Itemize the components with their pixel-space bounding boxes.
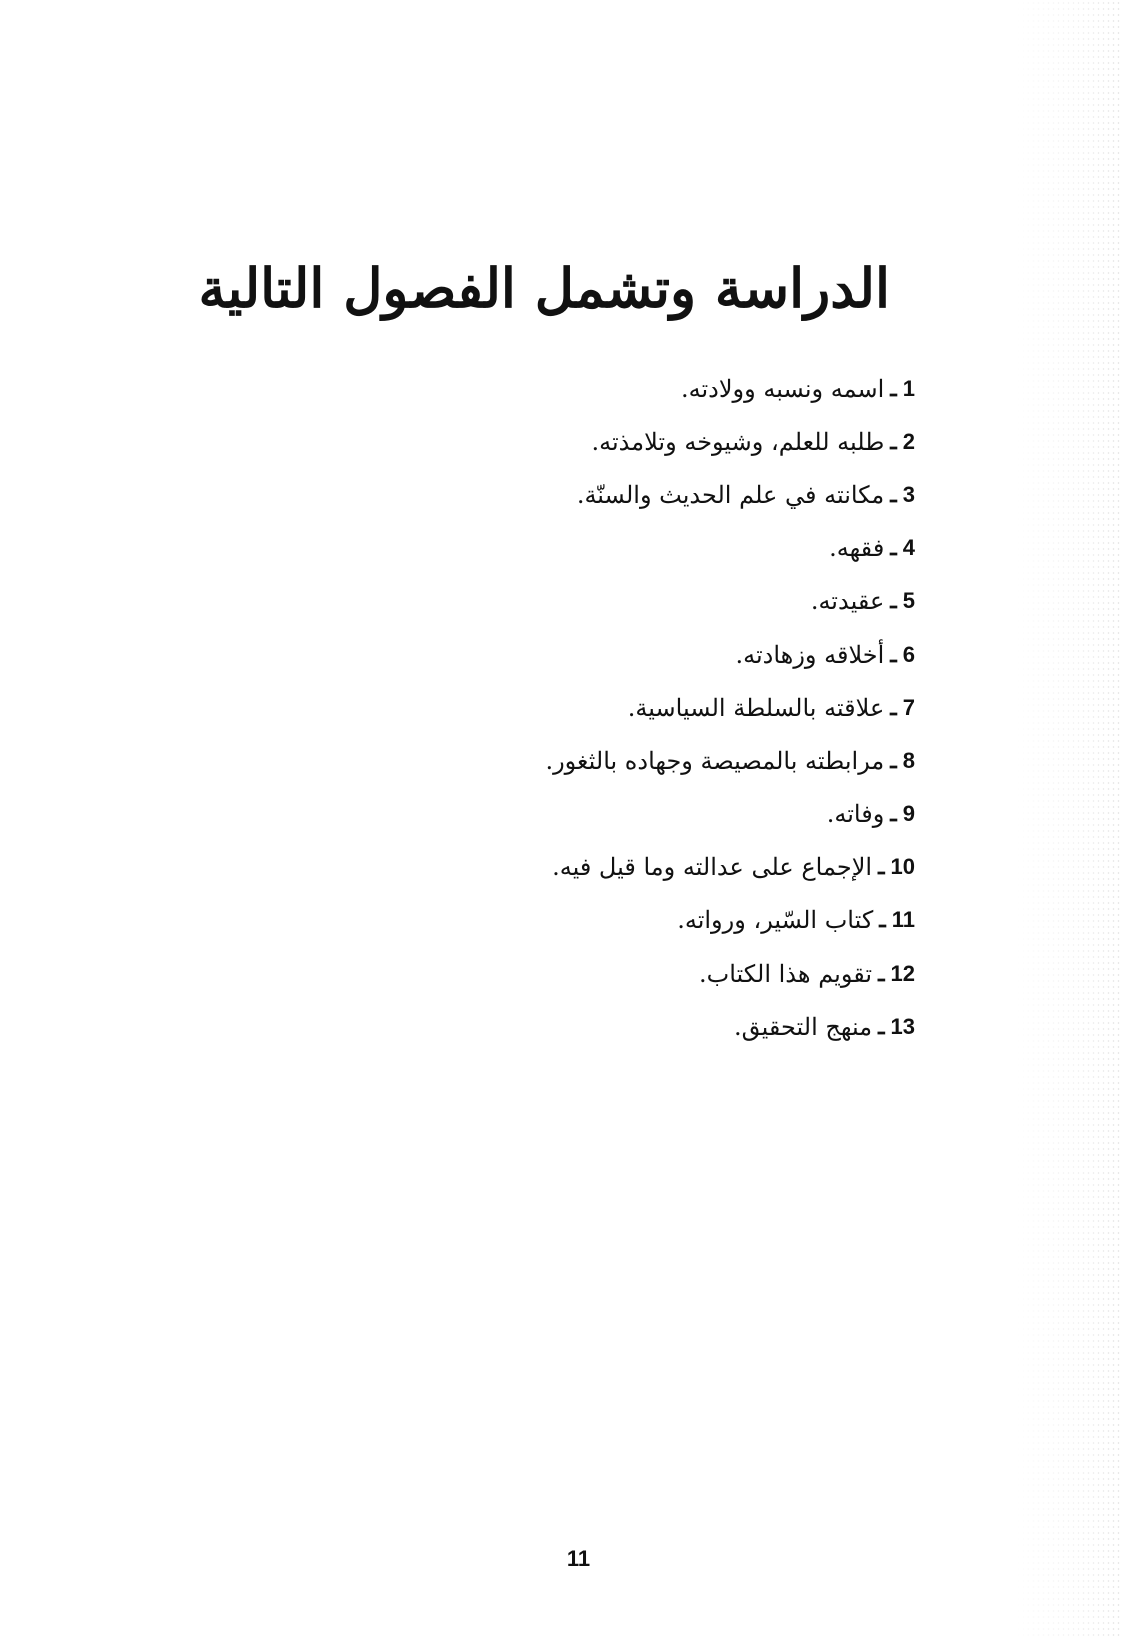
chapter-title: اسمه ونسبه وولادته. [681,374,885,403]
chapter-title: علاقته بالسلطة السياسية. [627,693,885,722]
chapter-separator: ـ [890,588,897,614]
chapter-separator: ـ [878,854,885,880]
chapter-number: 13 [890,1013,915,1039]
list-item [355,947,915,1000]
chapter-number: 3 [902,481,915,507]
chapter-separator: ـ [890,375,897,401]
scan-edge-noise [1011,0,1121,1636]
chapter-number: 9 [902,801,915,827]
chapter-number: 10 [890,854,915,880]
list-item [355,681,915,734]
chapter-title: طلبه للعلم، وشيوخه وتلامذته. [591,427,885,456]
chapter-separator: ـ [890,801,897,827]
chapter-separator: ـ [890,694,897,720]
chapter-title: مكانته في علم الحديث والسنّة. [576,480,885,509]
chapter-title: وفاته. [826,800,885,829]
list-item [355,894,915,947]
list-item [355,734,915,787]
chapter-number: 12 [890,960,915,986]
list-item [355,1000,915,1053]
list-item [355,415,915,468]
list-item [355,841,915,894]
list-item [355,628,915,681]
chapter-title: كتاب السّير، ورواته. [677,906,874,935]
list-item [355,575,915,628]
chapter-title: منهج التحقيق. [734,1012,873,1041]
chapter-number: 5 [902,588,915,614]
list-item [355,522,915,575]
chapter-title: تقويم هذا الكتاب. [699,959,873,988]
page-number: 11 [566,1546,591,1571]
chapter-title: أخلاقه وزهادته. [735,640,885,669]
list-item [355,362,915,415]
chapter-separator: ـ [890,481,897,507]
chapter-separator: ـ [890,428,897,454]
page-title: الدراسة وتشمل الفصول التالية [198,256,890,321]
chapter-title: مرابطته بالمصيصة وجهاده بالثغور. [545,746,885,775]
chapter-number: 6 [902,641,915,667]
chapter-separator: ـ [879,907,886,933]
list-item [355,468,915,521]
list-item [355,788,915,841]
chapter-separator: ـ [878,1013,885,1039]
chapter-title: الإجماع على عدالته وما قيل فيه. [552,853,873,882]
chapter-separator: ـ [890,535,897,561]
chapter-number: 7 [902,694,915,720]
chapter-title: عقيدته. [810,587,885,616]
chapter-number: 1 [902,375,915,401]
chapter-title: فقهه. [829,534,885,563]
chapter-number: 8 [902,747,915,773]
chapter-number: 11 [891,907,915,933]
chapter-number: 2 [902,428,915,454]
chapter-number: 4 [902,535,915,561]
chapter-list [355,362,915,1053]
chapter-separator: ـ [890,747,897,773]
chapter-separator: ـ [890,641,897,667]
chapter-separator: ـ [878,960,885,986]
